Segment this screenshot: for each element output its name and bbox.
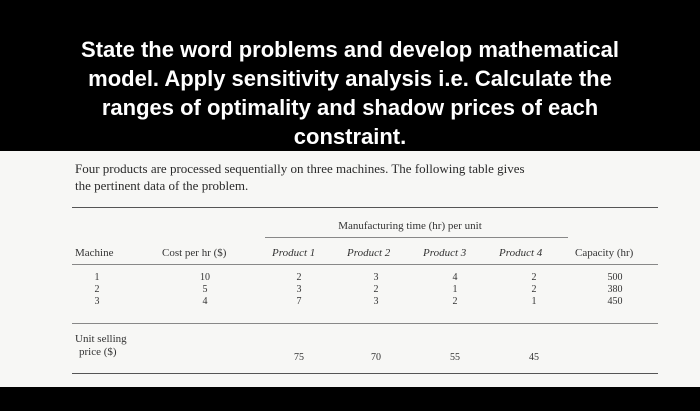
capacity-cell: 450 — [607, 296, 623, 307]
product-2-cell: 2 — [373, 284, 379, 295]
question-banner — [0, 0, 700, 151]
header-cost: Cost per hr ($) — [162, 247, 227, 259]
price-label-line: price ($) — [79, 346, 117, 358]
product-2-cell: 3 — [373, 296, 379, 307]
price-row-label — [75, 333, 127, 359]
intro-line: Four products are processed sequentially on three machines. The following table gives — [75, 161, 525, 176]
product-3-column — [453, 272, 458, 308]
question-line: ranges of optimality and shadow prices of each — [101, 95, 599, 120]
group-header-rule — [265, 237, 568, 238]
header-product-4: Product 4 — [499, 247, 543, 259]
product-3-cell: 4 — [452, 272, 458, 283]
header-machine: Machine — [75, 247, 114, 259]
price-product-3: 55 — [450, 352, 460, 363]
product-1-cell: 2 — [296, 272, 302, 283]
product-3-cell: 2 — [452, 296, 458, 307]
header-capacity: Capacity (hr) — [575, 247, 634, 259]
price-label-line: Unit selling — [75, 333, 127, 345]
problem-intro — [75, 160, 675, 194]
machine-cell: 2 — [94, 284, 100, 295]
capacity-column — [608, 272, 623, 308]
question-line: model. Apply sensitivity analysis i.e. Calculate the — [88, 66, 612, 91]
table-top-rule — [72, 207, 658, 208]
price-product-1: 75 — [294, 352, 304, 363]
product-1-cell: 7 — [296, 296, 302, 307]
header-product-1: Product 1 — [272, 247, 316, 259]
price-product-2: 70 — [371, 352, 381, 363]
product-4-cell: 2 — [531, 272, 537, 283]
product-1-cell: 3 — [296, 284, 302, 295]
header-product-2: Product 2 — [347, 247, 391, 259]
product-1-column — [297, 272, 302, 308]
machine-cell: 1 — [94, 272, 100, 283]
price-product-4: 45 — [529, 352, 539, 363]
product-2-column — [374, 272, 379, 308]
capacity-cell: 380 — [607, 284, 623, 295]
bottom-bar — [0, 387, 700, 411]
question-line: constraint. — [293, 124, 407, 149]
table-bottom-rule — [72, 373, 658, 374]
header-rule — [72, 264, 658, 265]
intro-line: the pertinent data of the problem. — [75, 178, 249, 193]
cost-cell: 10 — [200, 272, 210, 283]
machine-cell: 3 — [94, 296, 100, 307]
cost-column — [200, 272, 210, 308]
product-2-cell: 3 — [373, 272, 379, 283]
capacity-cell: 500 — [607, 272, 623, 283]
body-rule — [72, 323, 658, 324]
problem-document — [0, 151, 700, 387]
group-header: Manufacturing time (hr) per unit — [338, 220, 482, 232]
machine-column — [95, 272, 100, 308]
cost-cell: 4 — [202, 296, 208, 307]
product-4-cell: 2 — [531, 284, 537, 295]
product-4-cell: 1 — [531, 296, 537, 307]
product-3-cell: 1 — [452, 284, 458, 295]
header-product-3: Product 3 — [423, 247, 467, 259]
product-4-column — [532, 272, 537, 308]
question-line: State the word problems and develop mathematical — [81, 37, 619, 62]
cost-cell: 5 — [202, 284, 208, 295]
